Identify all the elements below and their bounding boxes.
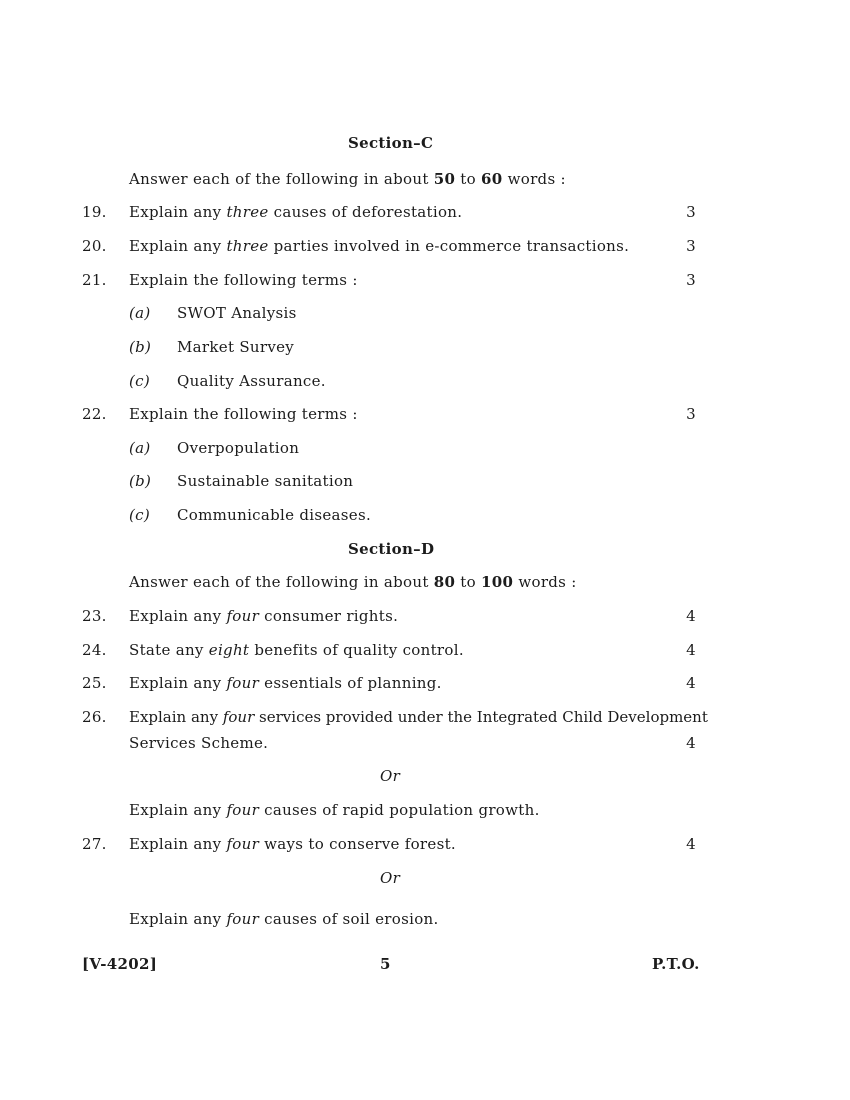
alternative-question-text: Explain any four causes of soil erosion. <box>129 910 439 928</box>
part-label: (a) <box>129 439 151 457</box>
question-number: 23. <box>82 607 107 625</box>
part-text: Overpopulation <box>177 439 300 457</box>
question-text: Explain any four consumer rights. <box>129 607 399 625</box>
question-number: 19. <box>82 203 107 221</box>
question-text: Explain any three parties involved in e-commerce transactions. <box>129 237 630 255</box>
part-label: (b) <box>129 338 152 356</box>
section-d-title: Section–D <box>348 540 435 558</box>
part-label: (c) <box>129 372 151 390</box>
alternative-question-text: Explain any four causes of rapid population growth. <box>129 801 540 819</box>
section-d-instruction: Answer each of the following in about 80 to 100 words : <box>129 573 577 591</box>
question-marks: 3 <box>686 203 696 221</box>
question-text: Explain the following terms : <box>129 405 358 423</box>
question-marks: 4 <box>686 835 696 853</box>
question-text: Explain the following terms : <box>129 271 358 289</box>
or-separator: Or <box>380 767 401 785</box>
question-text: Explain any four services provided under the Integrated Child Development <box>129 708 708 726</box>
question-marks: 3 <box>686 271 696 289</box>
question-marks: 4 <box>686 674 696 692</box>
question-marks: 4 <box>686 607 696 625</box>
question-number: 20. <box>82 237 107 255</box>
part-text: Communicable diseases. <box>177 506 372 524</box>
question-number: 22. <box>82 405 107 423</box>
page-number: 5 <box>380 955 391 973</box>
question-text-continued: Services Scheme. <box>129 734 269 752</box>
section-c-instruction: Answer each of the following in about 50 to 60 words : <box>129 170 566 188</box>
question-number: 25. <box>82 674 107 692</box>
question-text: Explain any four essentials of planning. <box>129 674 442 692</box>
question-text: Explain any three causes of deforestation. <box>129 203 463 221</box>
question-number: 27. <box>82 835 107 853</box>
part-text: SWOT Analysis <box>177 304 297 322</box>
paper-code: [V-4202] <box>82 955 158 973</box>
part-label: (c) <box>129 506 151 524</box>
question-number: 24. <box>82 641 107 659</box>
question-marks: 4 <box>686 734 696 752</box>
part-label: (a) <box>129 304 151 322</box>
question-text: State any eight benefits of quality control. <box>129 641 464 659</box>
question-marks: 3 <box>686 405 696 423</box>
or-separator: Or <box>380 869 401 887</box>
part-label: (b) <box>129 472 152 490</box>
question-number: 26. <box>82 708 107 726</box>
question-number: 21. <box>82 271 107 289</box>
part-text: Sustainable sanitation <box>177 472 354 490</box>
question-marks: 3 <box>686 237 696 255</box>
pto-label: P.T.O. <box>652 955 700 973</box>
section-c-title: Section–C <box>348 134 434 152</box>
part-text: Quality Assurance. <box>177 372 326 390</box>
question-text: Explain any four ways to conserve forest. <box>129 835 456 853</box>
part-text: Market Survey <box>177 338 295 356</box>
question-marks: 4 <box>686 641 696 659</box>
